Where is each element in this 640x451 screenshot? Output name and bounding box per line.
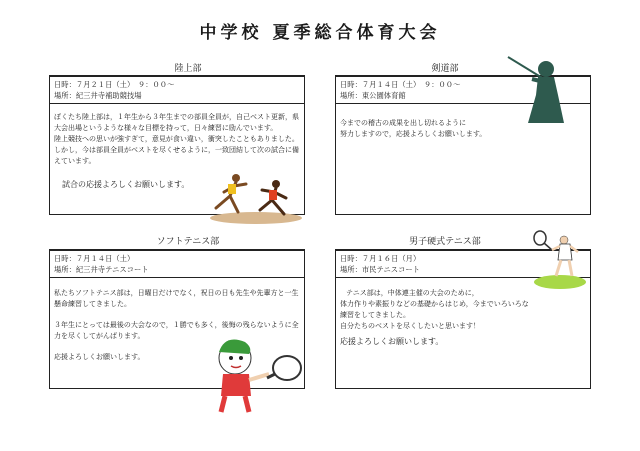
track-place: 場所：紀三井寺補助競技場	[54, 91, 142, 100]
track-paragraph: しかし，今は部員全員がベストを尽くせるように，一致団結して次の試合に備えています。	[54, 146, 299, 165]
softtennis-date: 日時：７月１４日（土）	[54, 254, 135, 263]
page-title: 中学校 夏季総合体育大会	[199, 23, 441, 43]
tennis-mascot-illustration	[205, 338, 310, 416]
hardtennis-date: 日時：７月１６日（月）	[340, 254, 421, 263]
hardtennis-closing: 応援よろしくお願いします。	[340, 337, 444, 346]
track-date: 日時：７月２１日（土） ９：００～	[54, 80, 175, 89]
softtennis-closing: 応援よろしくお願いします。	[54, 353, 145, 361]
hardtennis-line: 自分たちのベストを尽くしたいと思います！	[340, 322, 480, 330]
softtennis-info	[50, 251, 304, 278]
softtennis-section-title: ソフトテニス部	[156, 237, 220, 247]
kendo-line: 努力しますので，応援よろしくお願いします。	[340, 130, 487, 138]
kendo-date: 日時：７月１４日（土） ９：００～	[340, 80, 461, 89]
hardtennis-place: 場所：市民テニスコート	[340, 265, 420, 274]
kendo-place: 場所：東公園体育館	[340, 91, 406, 100]
hardtennis-line: 体力作りや素振りなどの基礎からはじめ，今までいろいろな	[340, 300, 529, 308]
softtennis-place: 場所：紀三井寺テニスコート	[54, 265, 149, 274]
kendo-line: 今までの稽古の成果を出し切れるように	[340, 119, 466, 127]
relay-runners-illustration	[206, 168, 306, 226]
hardtennis-line: 練習をしてきました。	[340, 311, 410, 319]
track-paragraph: 陸上競技への思いが強すぎて，意見が食い違い，衝突したこともありました。	[54, 135, 299, 143]
kendo-section-title: 剣道部	[431, 64, 459, 74]
track-closing: 試合の応援よろしくお願いします。	[62, 180, 190, 189]
hardtennis-section-title: 男子硬式テニス部	[409, 237, 481, 247]
track-paragraph: ぼくたち陸上部は，１年生から３年生までの部員全員が，自己ベスト更新，県大会出場というような様々な目標を持って，日々練習に励んでいます。	[54, 113, 299, 132]
softtennis-paragraph: 私たちソフトテニス部は，日曜日だけでなく，祝日の日も先生や先輩方と一生懸命練習してきました。	[54, 289, 299, 308]
kendo-fighter-illustration	[506, 55, 566, 125]
softtennis-paragraph: ３年生にとっては最後の大会なので，１勝でも多く，後悔の残らないように全力を尽くしてがんばります。	[54, 321, 299, 340]
hardtennis-line: テニス部は，中体連主催の大会のために，	[346, 289, 479, 297]
tennis-player-illustration	[530, 228, 592, 290]
track-section-title: 陸上部	[174, 64, 202, 74]
track-info	[50, 77, 304, 104]
